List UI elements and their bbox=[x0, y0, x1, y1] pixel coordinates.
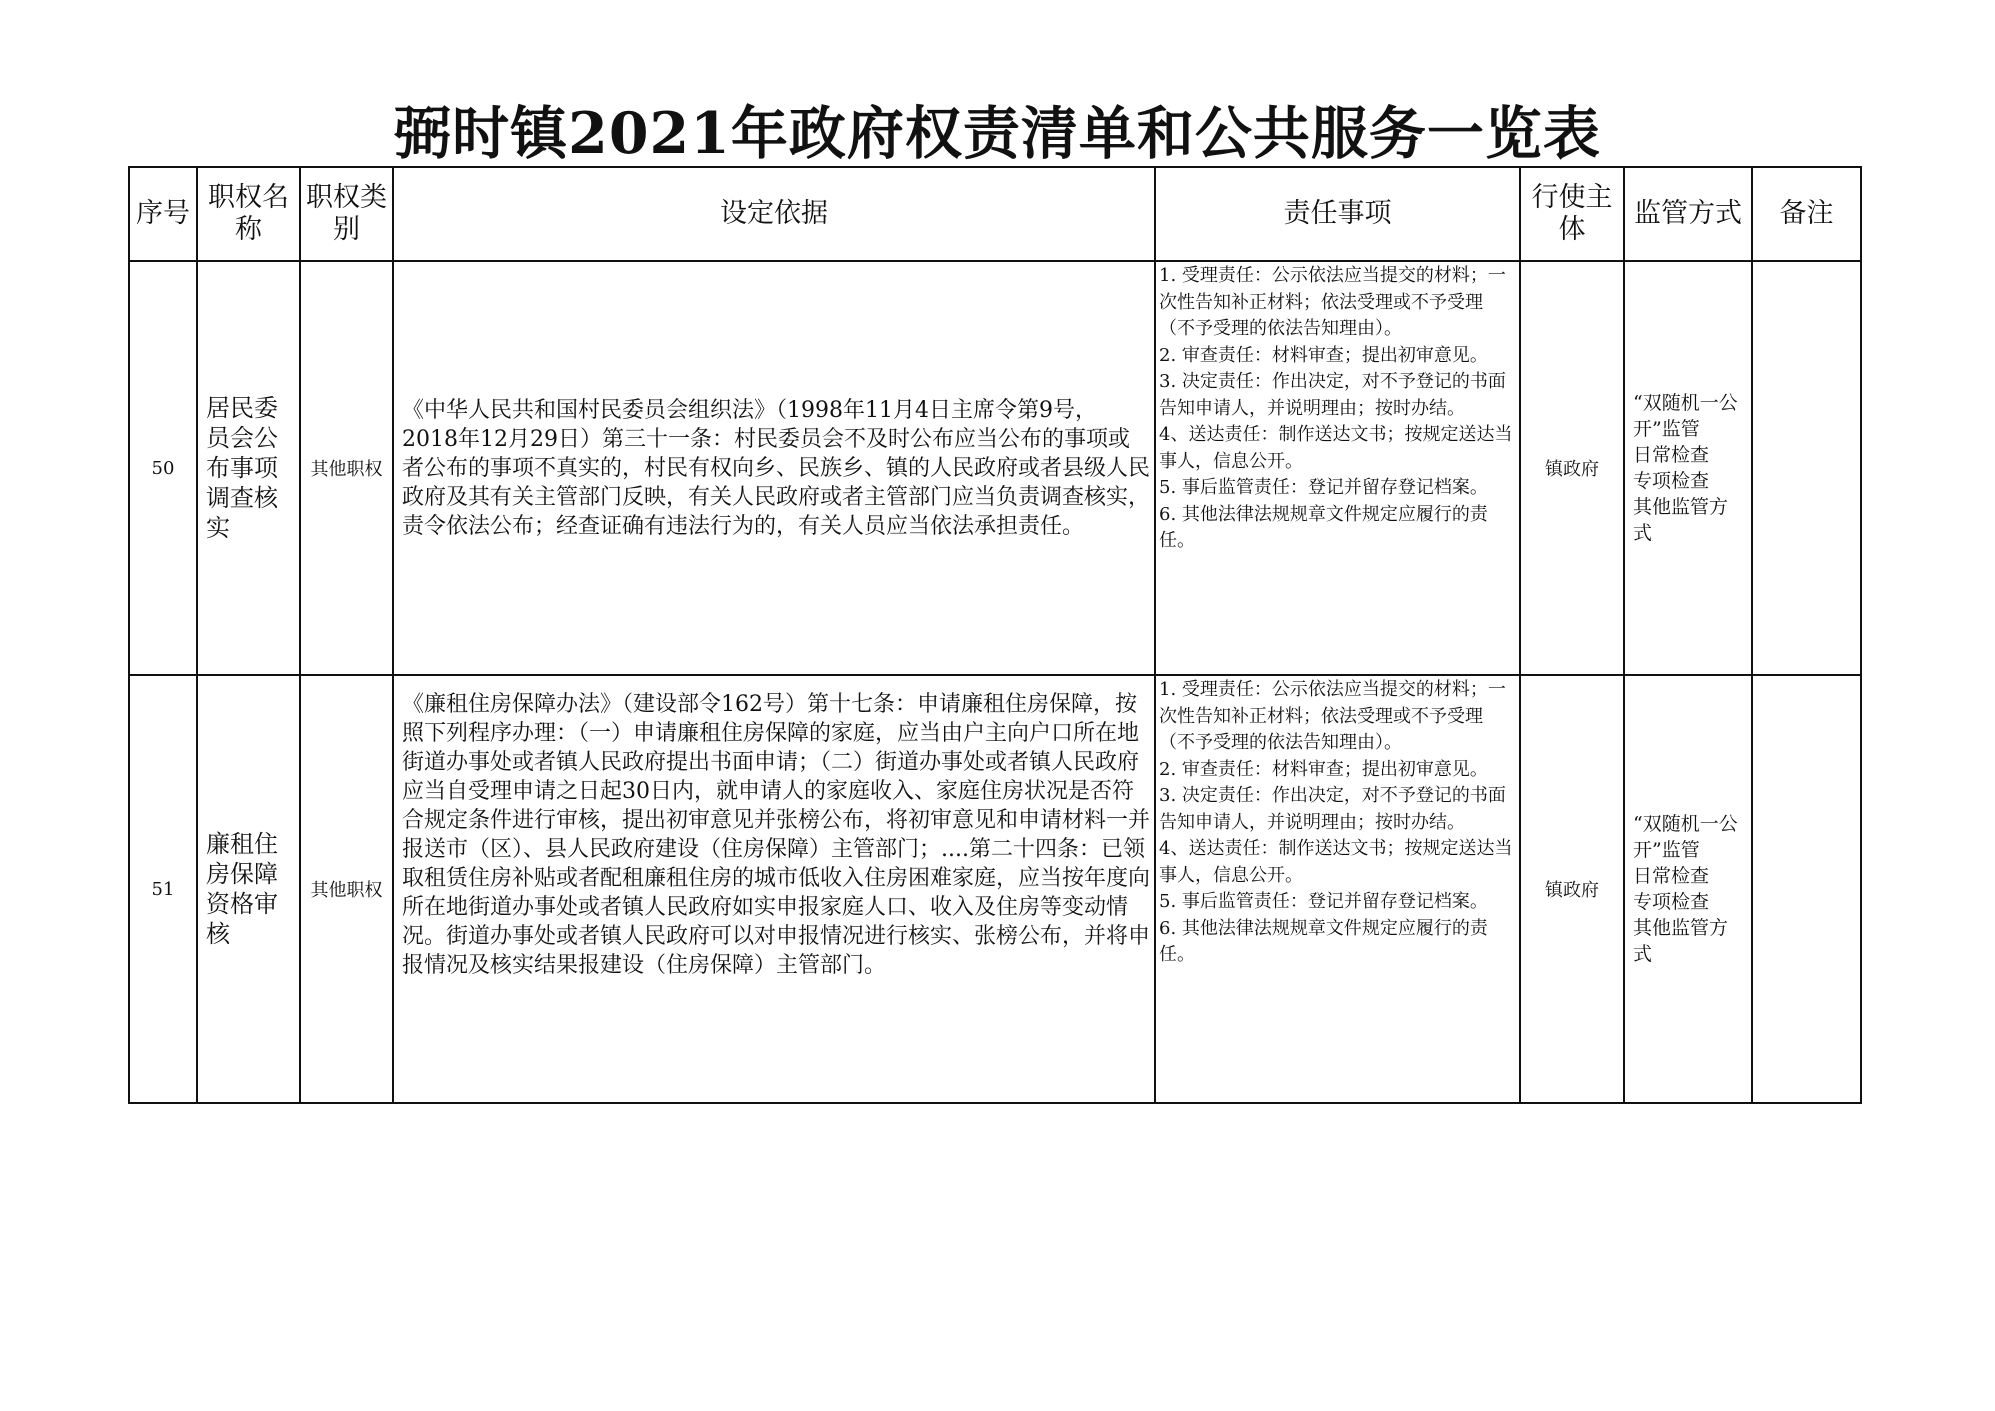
responsibility-item: 1. 受理责任：公示依法应当提交的材料；一次性告知补正材料；依法受理或不予受理（不予受理的依法告知理由）。 bbox=[1159, 265, 1506, 339]
header-responsibility: 责任事项 bbox=[1155, 167, 1520, 261]
header-remarks: 备注 bbox=[1752, 167, 1861, 261]
supervision-item: 专项检查 bbox=[1633, 891, 1710, 913]
row-responsibility bbox=[1155, 675, 1520, 1103]
row-seq: 51 bbox=[129, 675, 197, 1103]
row-responsibility bbox=[1155, 261, 1520, 675]
row-remarks bbox=[1752, 675, 1861, 1103]
supervision-item: 其他监管方式 bbox=[1633, 917, 1729, 965]
responsibility-item: 2. 审查责任：材料审查；提出初审意见。 bbox=[1159, 344, 1488, 366]
responsibility-item: 3. 决定责任：作出决定，对不予登记的书面告知申请人，并说明理由；按时办结。 bbox=[1159, 785, 1506, 833]
row-supervision bbox=[1624, 675, 1752, 1103]
table-header-row bbox=[129, 167, 1861, 261]
row-seq: 50 bbox=[129, 261, 197, 675]
supervision-item: “双随机一公开”监管 bbox=[1633, 392, 1738, 440]
table-row bbox=[129, 261, 1861, 675]
responsibility-item: 2. 审查责任：材料审查；提出初审意见。 bbox=[1159, 758, 1488, 780]
responsibility-item: 6. 其他法律法规规章文件规定应履行的责任。 bbox=[1159, 503, 1488, 551]
header-type: 职权类别 bbox=[300, 167, 393, 261]
header-basis: 设定依据 bbox=[393, 167, 1155, 261]
row-basis: 《中华人民共和国村民委员会组织法》（1998年11月4日主席令第9号，2018年12月29日）第三十一条：村民委员会不及时公布应当公布的事项或者公布的事项不真实的，村民有权向乡、民族乡、镇的人民政府或者县级人民政府及其有关主管部门反映，有关人民政府或者主管部门应当负责调查核实，责令依法公布；经查证确有违法行为的，有关人员应当依法承担责任。 bbox=[393, 261, 1155, 675]
row-supervision bbox=[1624, 261, 1752, 675]
responsibility-item: 5. 事后监管责任：登记并留存登记档案。 bbox=[1159, 891, 1488, 912]
row-subject: 镇政府 bbox=[1520, 675, 1624, 1103]
supervision-item: “双随机一公开”监管 bbox=[1633, 813, 1738, 861]
supervision-item: 日常检查 bbox=[1633, 865, 1710, 887]
row-type: 其他职权 bbox=[300, 675, 393, 1103]
header-supervision: 监管方式 bbox=[1624, 167, 1752, 261]
responsibility-item: 6. 其他法律法规规章文件规定应履行的责任。 bbox=[1159, 917, 1488, 965]
supervision-item: 专项检查 bbox=[1633, 470, 1710, 492]
row-type: 其他职权 bbox=[300, 261, 393, 675]
row-subject: 镇政府 bbox=[1520, 261, 1624, 675]
supervision-item: 其他监管方式 bbox=[1633, 496, 1729, 544]
row-name: 廉租住房保障资格审核 bbox=[197, 675, 300, 1103]
supervision-item: 日常检查 bbox=[1633, 444, 1710, 466]
header-seq: 序号 bbox=[129, 167, 197, 261]
responsibility-item: 1. 受理责任：公示依法应当提交的材料；一次性告知补正材料；依法受理或不予受理（不予受理的依法告知理由）。 bbox=[1159, 679, 1506, 753]
row-remarks bbox=[1752, 261, 1861, 675]
responsibility-item: 5. 事后监管责任：登记并留存登记档案。 bbox=[1159, 477, 1488, 498]
responsibility-item: 4、送达责任：制作送达文书；按规定送达当事人，信息公开。 bbox=[1159, 424, 1513, 472]
responsibility-item: 4、送达责任：制作送达文书；按规定送达当事人，信息公开。 bbox=[1159, 838, 1513, 886]
responsibility-item: 3. 决定责任：作出决定，对不予登记的书面告知申请人，并说明理由；按时办结。 bbox=[1159, 371, 1506, 419]
page-title: 弼时镇2021年政府权责清单和公共服务一览表 bbox=[394, 100, 1601, 167]
header-name: 职权名称 bbox=[197, 167, 300, 261]
table-row bbox=[129, 675, 1861, 1103]
row-basis: 《廉租住房保障办法》（建设部令162号）第十七条：申请廉租住房保障，按照下列程序办理：（一）申请廉租住房保障的家庭，应当由户主向户口所在地街道办事处或者镇人民政府提出书面申请；（二）街道办事处或者镇人民政府应当自受理申请之日起30日内，就申请人的家庭收入、家庭住房状况是否符合规定条件进行审核，提出初审意见并张榜公布，将初审意见和申请材料一并报送市（区）、县人民政府建设（住房保障）主管部门；....第二十四条：已领取租赁住房补贴或者配租廉租住房的城市低收入住房困难家庭，应当按年度向所在地街道办事处或者镇人民政府如实申报家庭人口、收入及住房等变动情况。街道办事处或者镇人民政府可以对申报情况进行核实、张榜公布，并将申报情况及核实结果报建设（住房保障）主管部门。 bbox=[393, 675, 1155, 1103]
row-name: 居民委员会公布事项调查核实 bbox=[197, 261, 300, 675]
header-subject: 行使主体 bbox=[1520, 167, 1624, 261]
responsibility-table bbox=[128, 166, 1862, 1104]
